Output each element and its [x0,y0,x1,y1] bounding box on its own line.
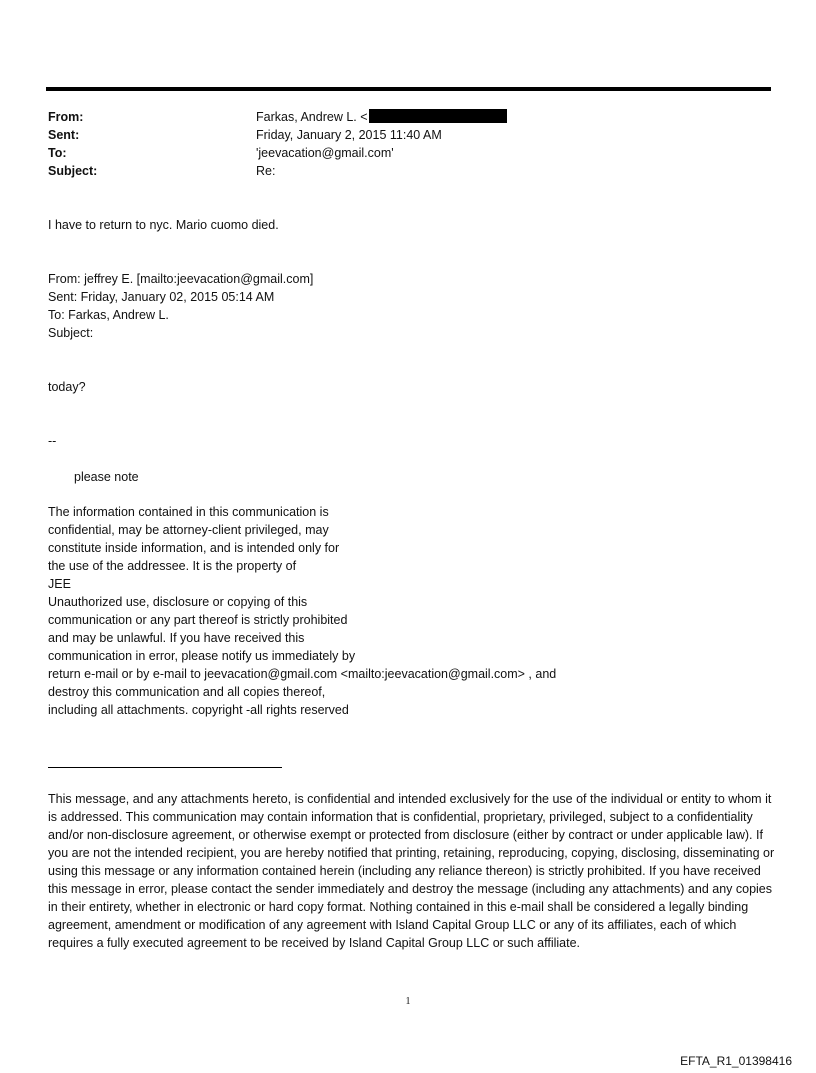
notice-line: The information contained in this communication is [48,505,329,519]
notice-line: return e-mail or by e-mail to jeevacation@gmail.com <mailto:jeevacation@gmail.com> , and [48,667,557,681]
sent-value: Friday, January 2, 2015 11:40 AM [256,128,442,142]
reply-text: I have to return to nyc. Mario cuomo died. [48,218,279,232]
sent-label: Sent: [48,128,80,142]
quoted-body: today? [48,380,86,394]
notice-line: including all attachments. copyright -all rights reserved [48,703,349,717]
page-number: 1 [405,996,411,1007]
notice-line: communication in error, please notify us immediately by [48,649,356,663]
please-note: please note [74,470,139,484]
from-label: From: [48,110,84,124]
subject-label: Subject: [48,164,98,178]
to-label: To: [48,146,67,160]
notice-line: and may be unlawful. If you have received this [48,631,305,645]
notice-line: communication or any part thereof is strictly prohibited [48,613,348,627]
bates-number: EFTA_R1_01398416 [680,1054,792,1068]
header-rule [46,87,771,91]
confidentiality-notice [48,503,556,719]
disclaimer-separator [48,767,282,768]
from-name: Farkas, Andrew L. < [256,110,368,124]
notice-line: destroy this communication and all copies thereof, [48,685,326,699]
quoted-to: To: Farkas, Andrew L. [48,308,169,322]
notice-line: confidential, may be attorney-client privileged, may [48,523,329,537]
signature-dashes: -- [48,434,57,448]
to-value: 'jeevacation@gmail.com' [256,146,394,160]
legal-disclaimer: This message, and any attachments hereto, is confidential and intended exclusively for the use of the individual or entity to whom it is addressed. This communication may contain information that is confidential, proprietary, privileged, subject to a confidentiality and/or non-disclosure agreement, or otherwise exempt or protected from disclosure (either by contract or under applicable law). If you are not the intended recipient, you are hereby notified that printing, retaining, reproducing, copying, disclosing, disseminating or using this message or any information contained herein (including any reliance thereon) is strictly prohibited. If you have received this message in error, please contact the sender immediately and destroy the message (including any attachments) and any copies in their entirety, whether in electronic or hard copy format. Nothing contained in this e-mail shall be considered a legally binding agreement, amendment or modification of any agreement with Island Capital Group LLC or any of its affiliates, each of which requires a fully executed agreement to be received by Island Capital Group LLC or such affiliate. [48,792,775,950]
quoted-sent: Sent: Friday, January 02, 2015 05:14 AM [48,290,275,304]
quoted-header [48,270,313,342]
from-value [256,108,507,126]
quoted-subject: Subject: [48,326,94,340]
notice-line: Unauthorized use, disclosure or copying of this [48,595,308,609]
notice-line: JEE [48,577,71,591]
subject-value: Re: [256,164,276,178]
notice-line: the use of the addressee. It is the property of [48,559,297,573]
notice-line: constitute inside information, and is intended only for [48,541,340,555]
quoted-from: From: jeffrey E. [mailto:jeevacation@gmail.com] [48,272,314,286]
redaction-box [369,109,507,123]
